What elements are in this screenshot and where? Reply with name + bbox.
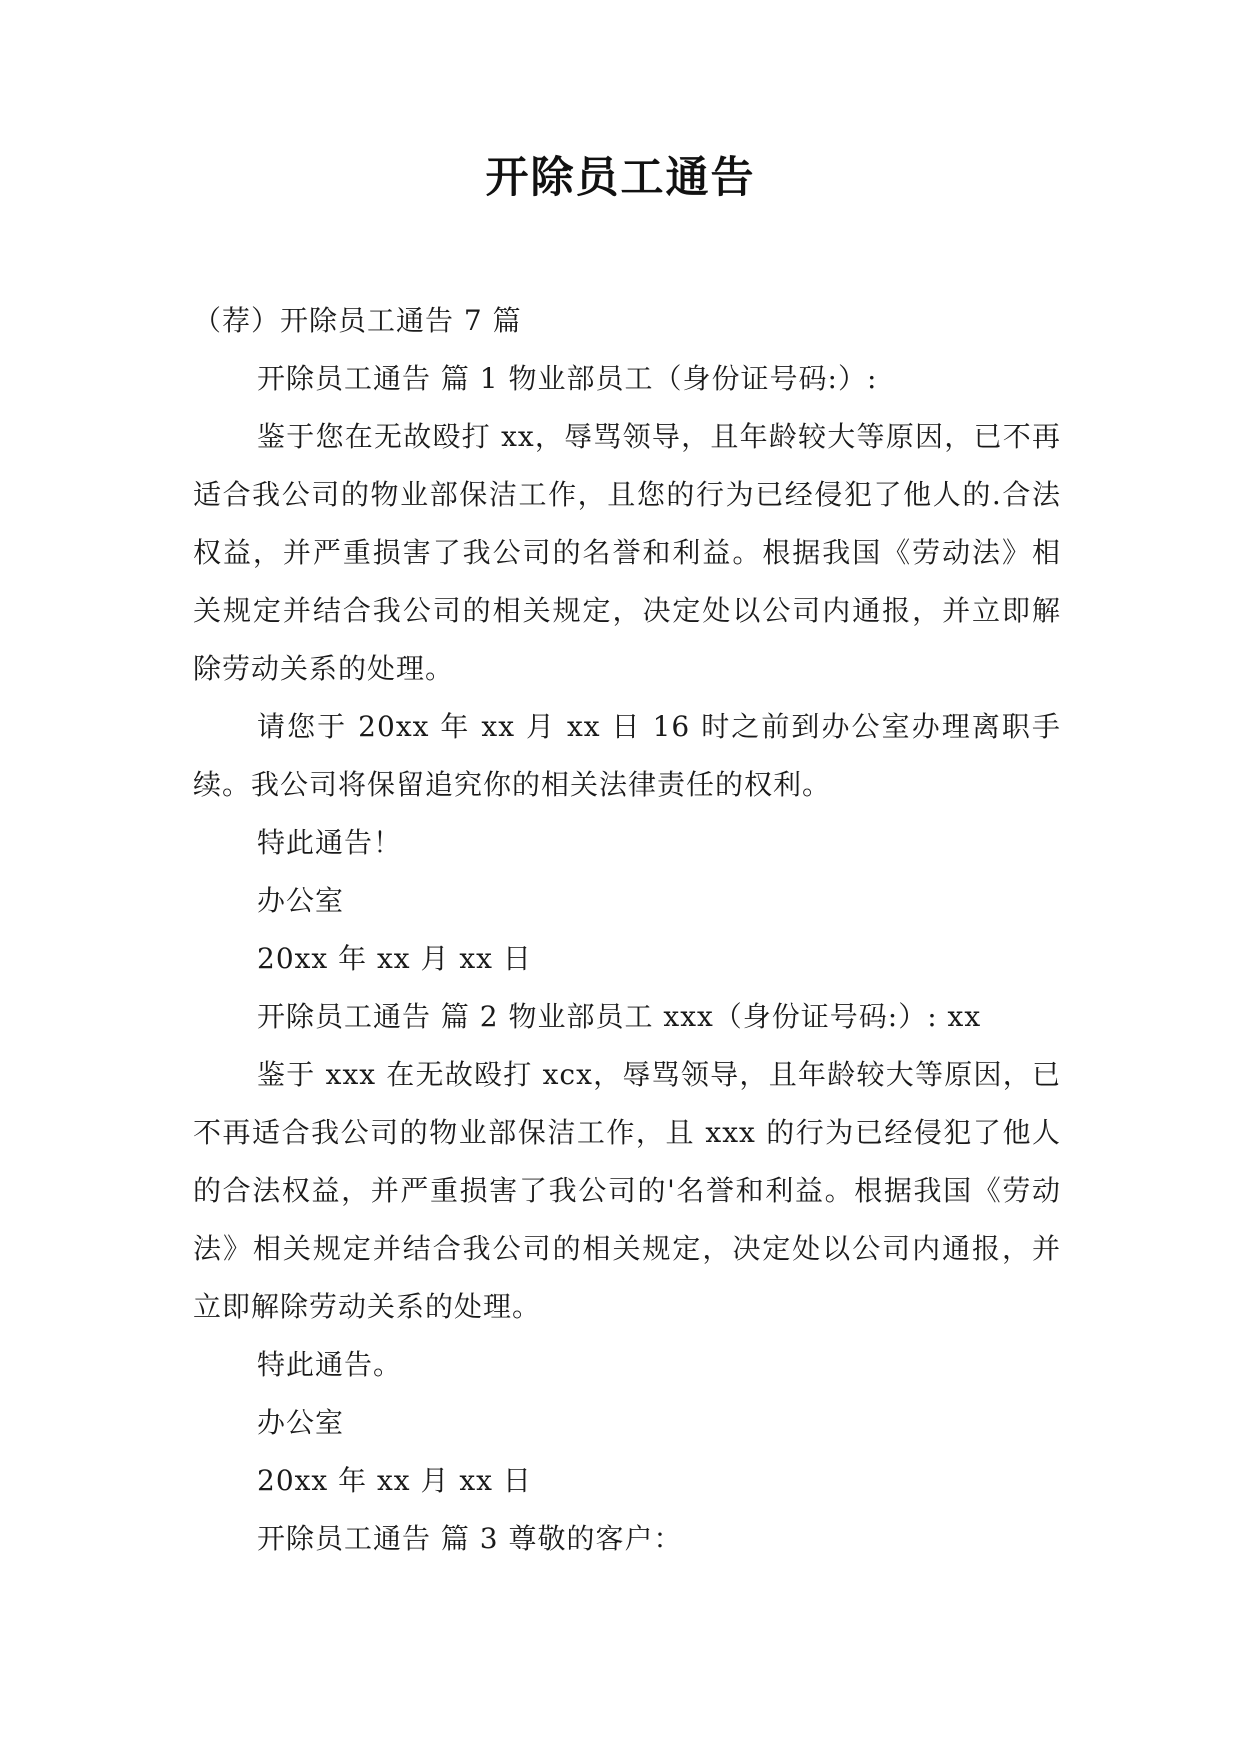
notice-2-heading: 开除员工通告 篇 2 物业部员工 xxx（身份证号码:）: xx <box>257 1000 982 1033</box>
notice-2-date: 20xx 年 xx 月 xx 日 <box>257 1464 532 1497</box>
notice-1-heading: 开除员工通告 篇 1 物业部员工（身份证号码:）: <box>257 362 878 395</box>
notice-1-deadline: 请您于 20xx 年 xx 月 xx 日 16 时之前到办公室办理离职手续。我公司将保留追究你的相关法律责任的权利。 <box>193 710 1061 801</box>
document-subtitle: （荐）开除员工通告 7 篇 <box>193 304 522 337</box>
notice-2-body: 鉴于 xxx 在无故殴打 xcx，辱骂领导，且年龄较大等原因，已不再适合我公司的物业部保洁工作，且 xxx 的行为已经侵犯了他人的合法权益，并严重损害了我公司的'名誉和利益。根据我国《劳动法》相关规定并结合我公司的相关规定，决定处以公司内通报，并立即解除劳动关系的处理。 <box>193 1058 1061 1323</box>
notice-2-issuer: 办公室 <box>257 1406 345 1439</box>
document-body <box>193 292 1061 1568</box>
notice-2-closing: 特此通告。 <box>257 1348 403 1381</box>
notice-3-heading: 开除员工通告 篇 3 尊敬的客户： <box>257 1522 683 1555</box>
notice-1-body: 鉴于您在无故殴打 xx，辱骂领导，且年龄较大等原因，已不再适合我公司的物业部保洁工作，且您的行为已经侵犯了他人的.合法权益，并严重损害了我公司的名誉和利益。根据我国《劳动法》相关规定并结合我公司的相关规定，决定处以公司内通报，并立即解除劳动关系的处理。 <box>193 420 1061 685</box>
notice-1-closing: 特此通告！ <box>257 826 403 859</box>
notice-1-issuer: 办公室 <box>257 884 345 917</box>
notice-1-date: 20xx 年 xx 月 xx 日 <box>257 942 532 975</box>
document-title: 开除员工通告 <box>485 153 756 203</box>
